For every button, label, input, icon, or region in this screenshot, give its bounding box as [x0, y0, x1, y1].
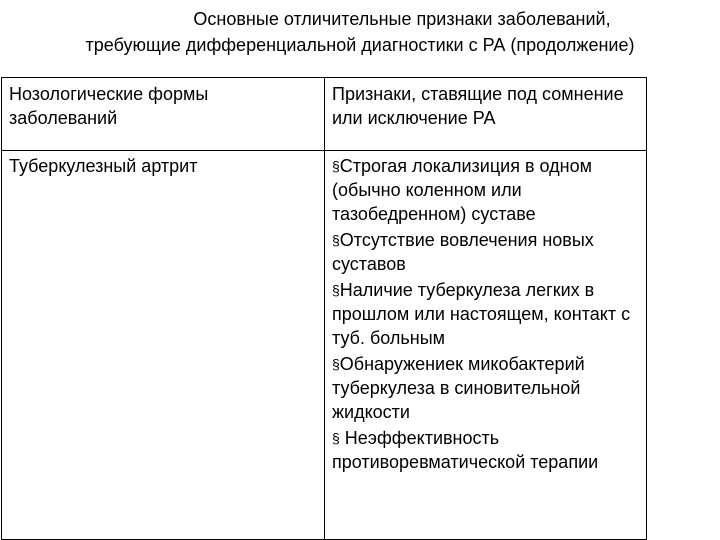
bullet-marker: §: [332, 232, 340, 248]
bullet-marker: §: [332, 158, 340, 174]
sign-item: [332, 426, 640, 474]
sign-item: [332, 278, 640, 350]
sign-item: [332, 352, 640, 424]
sign-item: [332, 228, 640, 276]
bullet-marker: §: [332, 282, 340, 298]
title-line-1: Основные отличительные признаки заболеваний,: [193, 9, 611, 29]
bullet-marker: §: [332, 430, 340, 446]
bullet-marker: §: [332, 356, 340, 372]
title-line-2: требующие дифференциальной диагностики с РА (продолжение): [85, 35, 635, 55]
table-header-row: [2, 78, 647, 151]
cell-disease: Туберкулезный артрит: [2, 151, 325, 540]
sign-item: [332, 154, 640, 226]
sign-text: Неэффективность противоревматической терапии: [332, 428, 599, 472]
header-cell-nosological-forms: Нозологические формы заболеваний: [2, 78, 325, 151]
sign-text: Строгая локализиция в одном (обычно коленном или тазобедренном) суставе: [332, 156, 592, 224]
sign-text: Обнаружениек микобактерий туберкулеза в синовительной жидкости: [332, 354, 585, 422]
slide-title: [0, 6, 720, 58]
sign-text: Наличие туберкулеза легких в прошлом или настоящем, контакт с туб. больным: [332, 280, 631, 348]
sign-text: Отсутствие вовлечения новых суставов: [332, 230, 594, 274]
table-row: [2, 151, 647, 540]
header-cell-signs: Признаки, ставящие под сомнение или исключение РА: [325, 78, 647, 151]
diagnosis-table: [1, 77, 647, 540]
cell-signs: [325, 151, 647, 540]
